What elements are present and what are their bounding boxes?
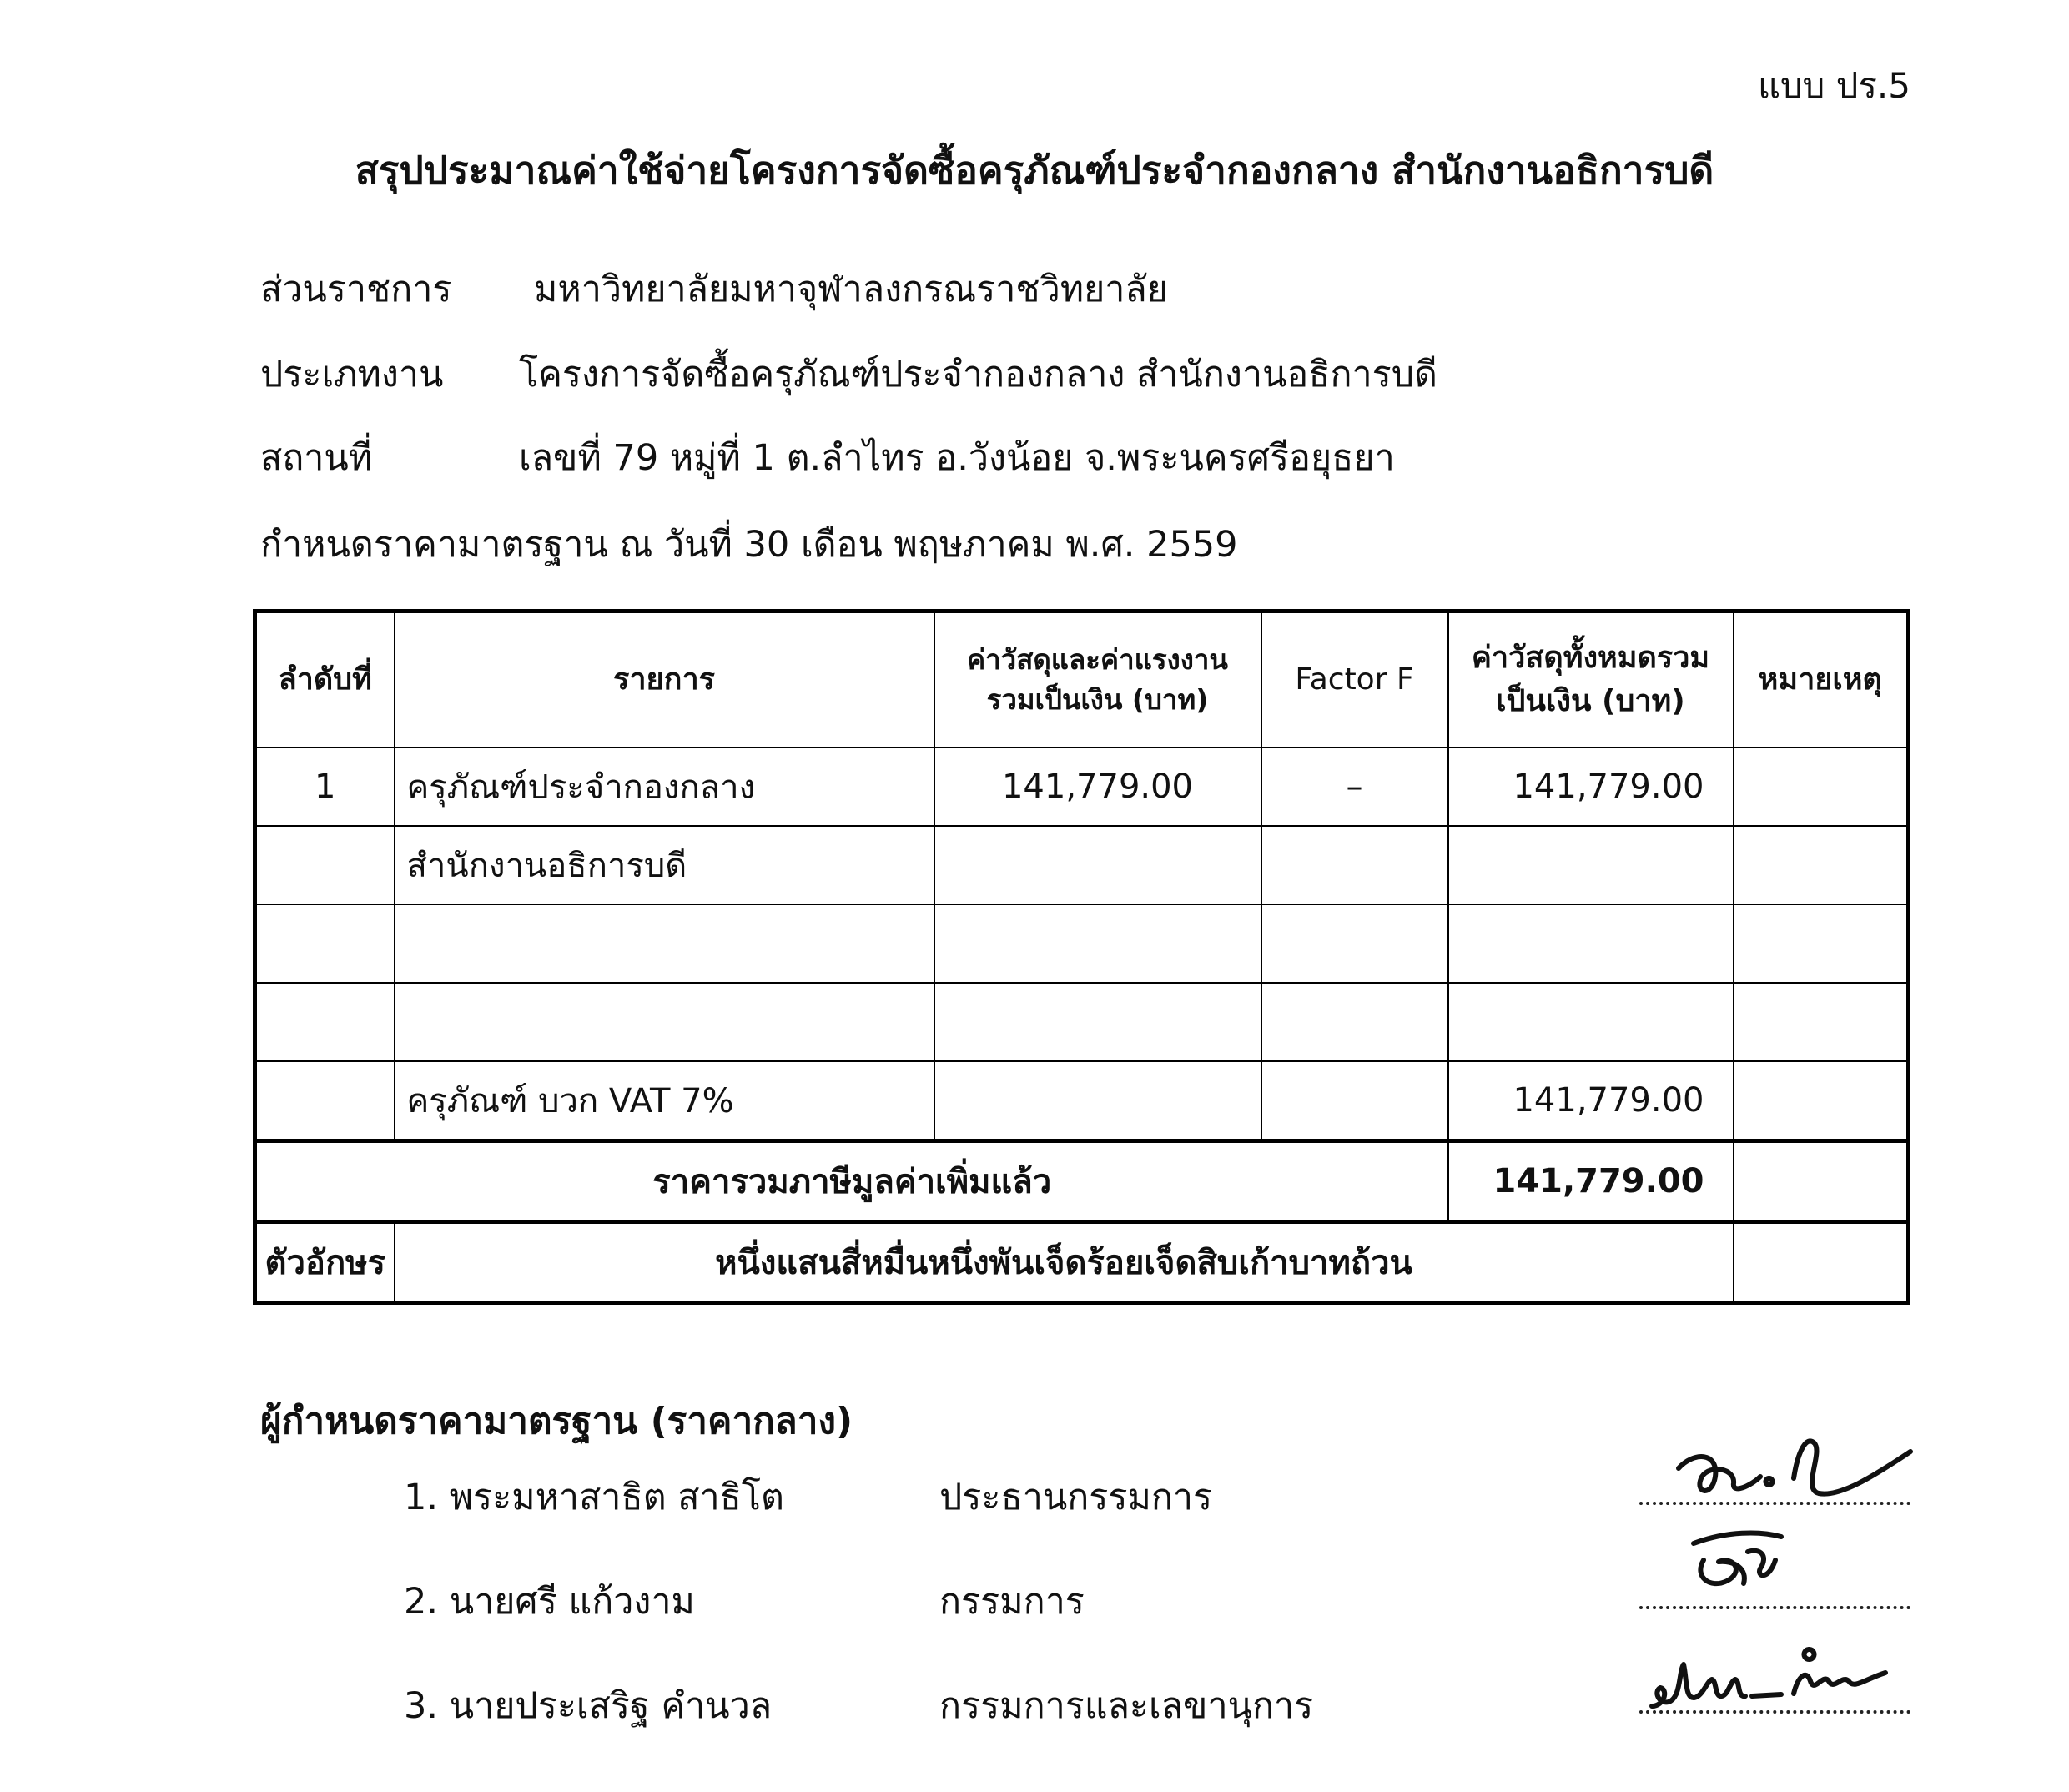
grand-total-row: [255, 1141, 1909, 1222]
location-label: สถานที่: [260, 437, 373, 479]
cell-remark: [1734, 1061, 1909, 1141]
cell-item: [395, 904, 934, 983]
cell-no: [255, 826, 395, 904]
worktype-value: โครงการจัดซื้อครุภัณฑ์ประจำกองกลาง สำนักงานอธิการบดี: [519, 354, 1437, 395]
header-factor: Factor F: [1261, 612, 1448, 748]
agency-label: ส่วนราชการ: [260, 269, 452, 310]
cell-factor: [1261, 1061, 1448, 1141]
agency-value: มหาวิทยาลัยมหาจุฬาลงกรณราชวิทยาลัย: [534, 269, 1168, 310]
cell-item: [395, 983, 934, 1061]
table-row: [255, 983, 1909, 1061]
cell-item: ครุภัณฑ์ บวก VAT 7%: [395, 1061, 934, 1141]
cell-cost: [934, 904, 1261, 983]
words-label: ตัวอักษร: [255, 1222, 395, 1303]
cell-factor: [1261, 826, 1448, 904]
member-name: 3. นายประเสริฐ คำนวล: [404, 1685, 773, 1727]
cell-total: [1448, 983, 1734, 1061]
table-row: [255, 748, 1909, 826]
member-name: 1. พระมหาสาธิต สาธิโต: [404, 1477, 784, 1518]
header-total-line1: ค่าวัสดุทั้งหมดรวม: [1471, 640, 1710, 675]
header-no: ลำดับที่: [255, 612, 395, 748]
cell-no: [255, 904, 395, 983]
table-header-row: [255, 612, 1909, 748]
location-value: เลขที่ 79 หมู่ที่ 1 ต.ลำไทร อ.วังน้อย จ.พระนครศรีอยุธยา: [519, 437, 1395, 479]
cell-remark: [1734, 904, 1909, 983]
cell-total: [1448, 904, 1734, 983]
worktype-label: ประเภทงาน: [260, 354, 444, 395]
grand-total-remark: [1734, 1141, 1909, 1222]
header-cost-line1: ค่าวัสดุและค่าแรงงาน: [967, 643, 1228, 677]
cell-remark: [1734, 748, 1909, 826]
cell-remark: [1734, 983, 1909, 1061]
cell-cost: [934, 1061, 1261, 1141]
header-item: รายการ: [395, 612, 934, 748]
words-value: หนึ่งแสนสี่หมื่นหนึ่งพันเจ็ดร้อยเจ็ดสิบเก้าบาทถ้วน: [395, 1222, 1734, 1303]
table-row: [255, 826, 1909, 904]
header-cost-line2: รวมเป็นเงิน (บาท): [986, 683, 1209, 716]
cell-cost: [934, 983, 1261, 1061]
member-name: 2. นายศรี แก้วงาม: [404, 1581, 695, 1623]
cell-cost: [934, 826, 1261, 904]
cell-no: [255, 983, 395, 1061]
cell-no: 1: [255, 748, 395, 826]
header-remark: หมายเหตุ: [1734, 612, 1909, 748]
cell-total: 141,779.00: [1448, 748, 1734, 826]
amount-in-words-row: [255, 1222, 1909, 1303]
cell-total: [1448, 826, 1734, 904]
cost-summary-table: [253, 609, 1910, 1305]
document-title: สรุปประมาณค่าใช้จ่ายโครงการจัดซื้อครุภัณฑ์ประจำกองกลาง สำนักงานอธิการบดี: [355, 148, 1714, 193]
cell-factor: [1261, 983, 1448, 1061]
cell-no: [255, 1061, 395, 1141]
cell-remark: [1734, 826, 1909, 904]
header-total-line2: เป็นเงิน (บาท): [1496, 684, 1685, 718]
member-role: กรรมการ: [939, 1581, 1085, 1623]
signature-2: [1635, 1502, 1969, 1618]
price-date: กำหนดราคามาตรฐาน ณ วันที่ 30 เดือน พฤษภาคม พ.ศ. 2559: [260, 524, 1238, 566]
table-row: [255, 1061, 1909, 1141]
cell-cost: 141,779.00: [934, 748, 1261, 826]
header-total: [1448, 612, 1734, 748]
committee-heading: ผู้กำหนดราคามาตรฐาน (ราคากลาง): [260, 1400, 853, 1442]
member-role: ประธานกรรมการ: [939, 1477, 1213, 1518]
cell-total: 141,779.00: [1448, 1061, 1734, 1141]
form-code: แบบ ปร.5: [1757, 65, 1910, 106]
cell-item: สำนักงานอธิการบดี: [395, 826, 934, 904]
header-cost: [934, 612, 1261, 748]
member-role: กรรมการและเลขานุการ: [939, 1685, 1314, 1727]
signature-3: [1635, 1614, 1969, 1731]
words-remark: [1734, 1222, 1909, 1303]
cell-item: ครุภัณฑ์ประจำกองกลาง: [395, 748, 934, 826]
grand-total-value: 141,779.00: [1448, 1141, 1734, 1222]
cell-factor: [1261, 904, 1448, 983]
table-row: [255, 904, 1909, 983]
grand-total-label: ราคารวมภาษีมูลค่าเพิ่มแล้ว: [255, 1141, 1448, 1222]
cell-factor: –: [1261, 748, 1448, 826]
